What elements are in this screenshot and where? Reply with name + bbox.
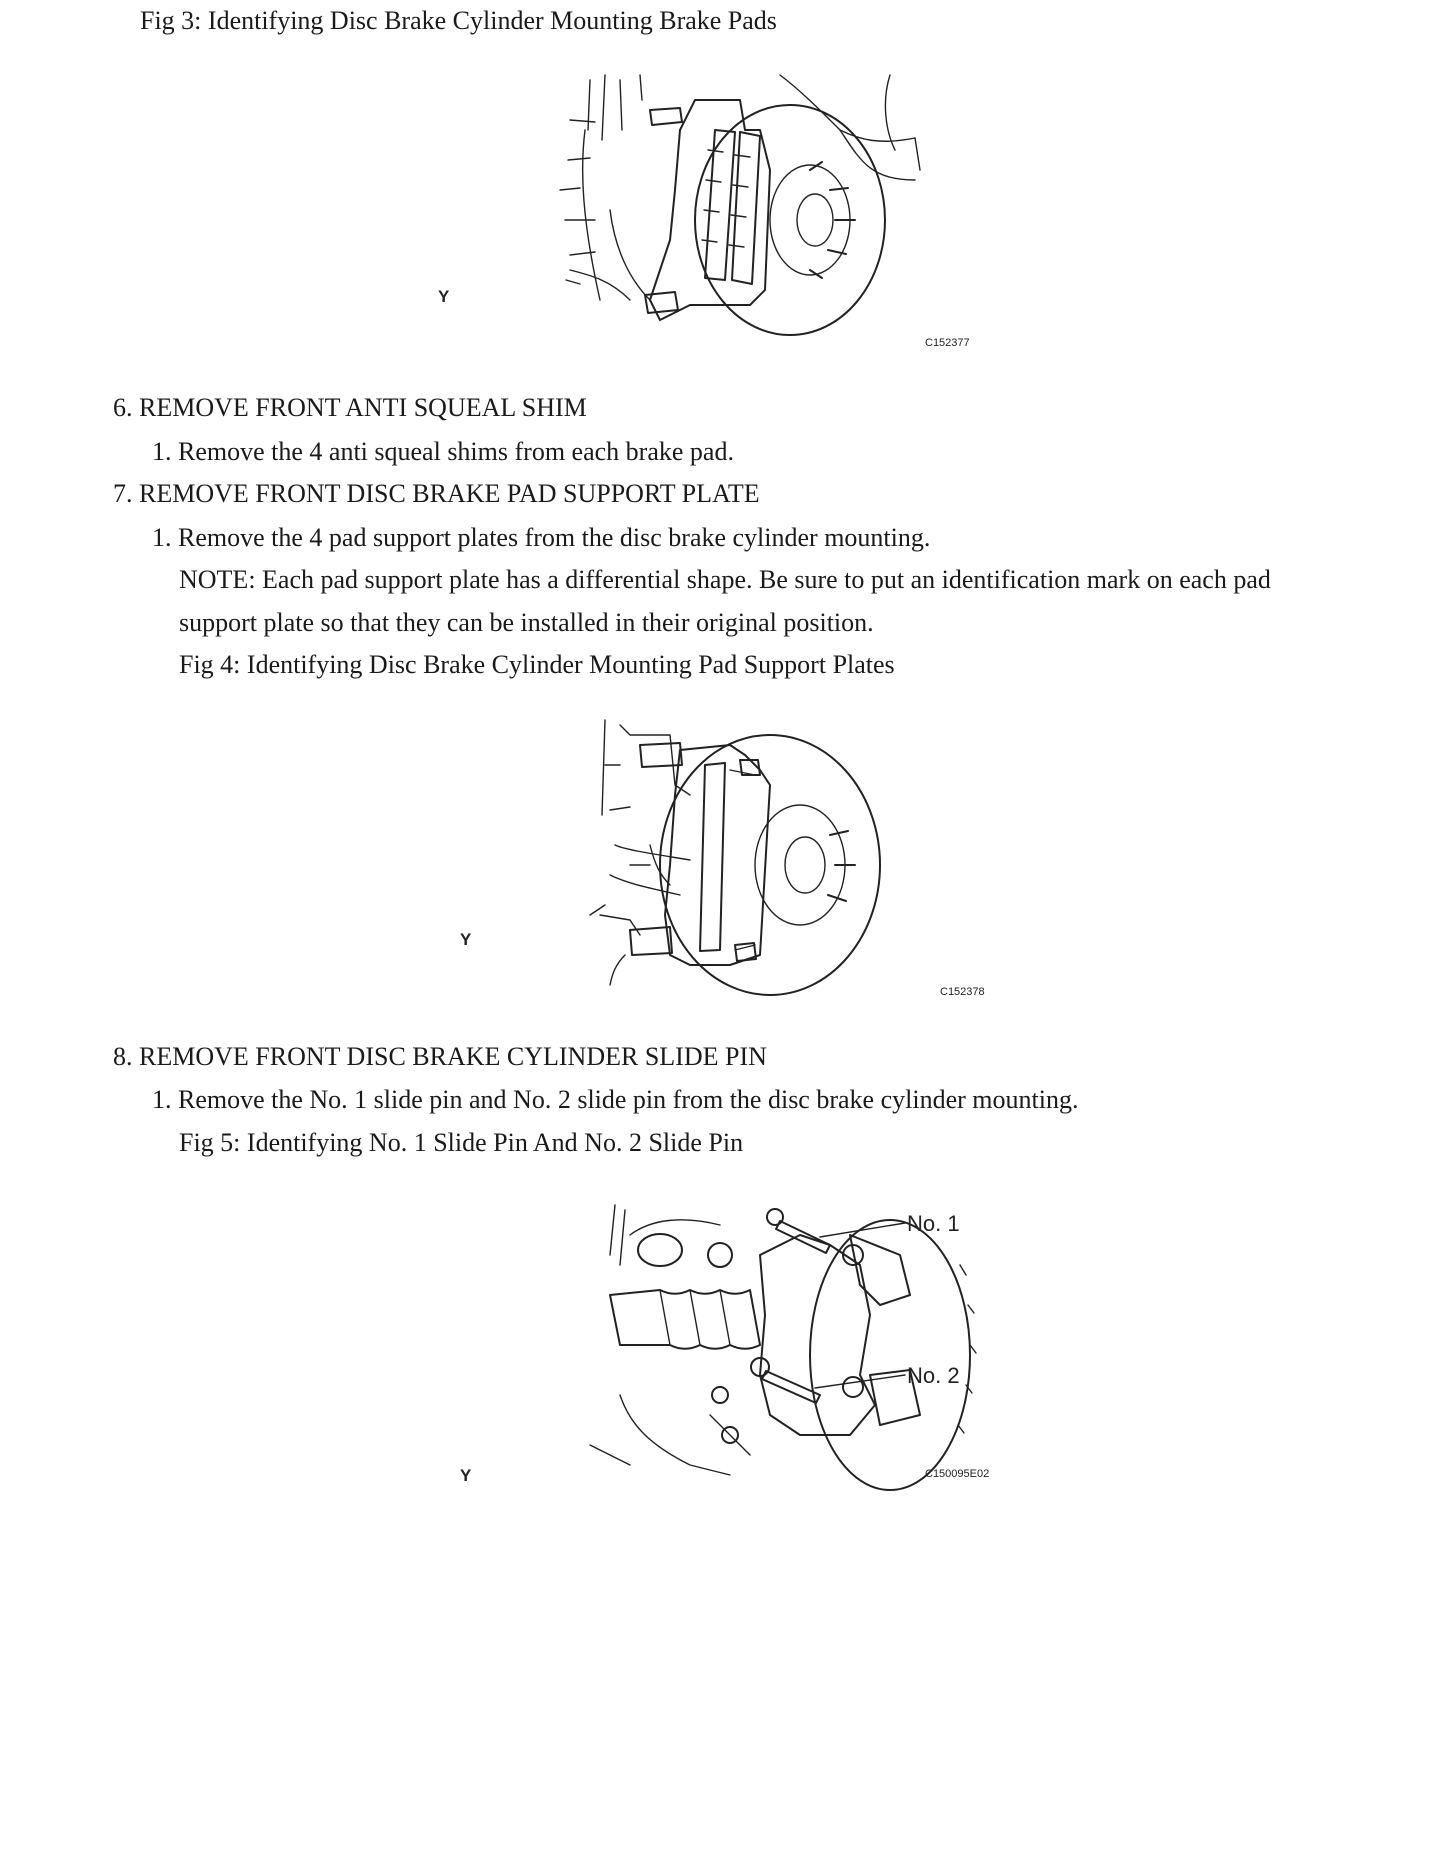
step6-heading: 6. REMOVE FRONT ANTI SQUEAL SHIM bbox=[113, 393, 587, 422]
fig5-callout-no1: No. 1 bbox=[907, 1211, 960, 1236]
step7-note-line2: support plate so that they can be installed in their original position. bbox=[179, 608, 874, 637]
fig3-mark: Y bbox=[438, 287, 450, 306]
fig4-code: C152378 bbox=[940, 986, 985, 998]
fig5-illustration bbox=[460, 1195, 1010, 1495]
step6-item1: 1. Remove the 4 anti squeal shims from each brake pad. bbox=[152, 437, 734, 466]
fig3-code: C152377 bbox=[925, 337, 970, 349]
fig5-callout-no2: No. 2 bbox=[907, 1363, 960, 1388]
fig3-caption: Fig 3: Identifying Disc Brake Cylinder Mounting Brake Pads bbox=[140, 6, 777, 35]
fig3-illustration bbox=[438, 70, 990, 360]
fig4-mark: Y bbox=[460, 930, 472, 949]
step7-heading: 7. REMOVE FRONT DISC BRAKE PAD SUPPORT PLATE bbox=[113, 479, 760, 508]
fig4-illustration bbox=[460, 715, 1010, 1005]
step7-item1: 1. Remove the 4 pad support plates from the disc brake cylinder mounting. bbox=[152, 523, 931, 552]
fig5-code: C150095E02 bbox=[925, 1468, 990, 1480]
step7-note-line1: NOTE: Each pad support plate has a differential shape. Be sure to put an identification mark on each pad bbox=[179, 565, 1271, 594]
fig5-mark: Y bbox=[460, 1466, 472, 1485]
step8-heading: 8. REMOVE FRONT DISC BRAKE CYLINDER SLIDE PIN bbox=[113, 1042, 767, 1071]
step8-item1: 1. Remove the No. 1 slide pin and No. 2 slide pin from the disc brake cylinder mounting. bbox=[152, 1085, 1079, 1114]
fig4-caption: Fig 4: Identifying Disc Brake Cylinder Mounting Pad Support Plates bbox=[179, 650, 895, 679]
fig5-caption: Fig 5: Identifying No. 1 Slide Pin And No. 2 Slide Pin bbox=[179, 1128, 744, 1157]
